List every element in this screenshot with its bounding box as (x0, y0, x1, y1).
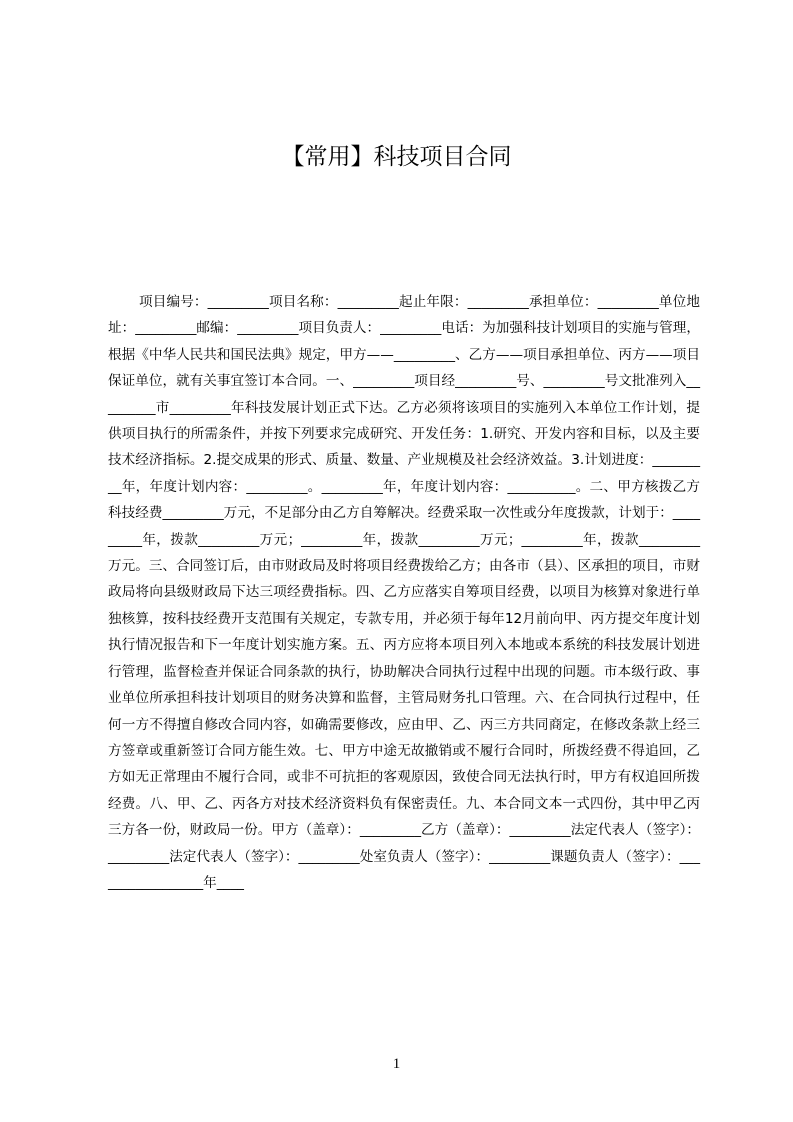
page-number: 1 (392, 1056, 401, 1072)
contract-body-text: 项目编号：_________项目名称：_________起止年限：_________承担单位：_________单位地址：_________邮编：_________项目负责人：_________电话：为加强科技计划项目的实施与管理，根据《中华人民共和国民法典》规定，甲方——_________、乙方——项目承担单位、丙方——项目保证单位，就有关事宜签订本合同。一、_________项目经_________号、_________号文批准列入_________市_________年科技发展计划正式下达。乙方必须将该项目的实施列入本单位工作计划，提供项目执行的所需条件，并按下列要求完成研究、开发任务：1.研究、开发内容和目标，以及主要技术经济指标。2.提交成果的形式、质量、数量、产业规模及社会经济效益。3.计划进度：_________年，年度计划内容：_________。_________年，年度计划内容：__________。二、甲方核拨乙方科技经费_________万元，不足部分由乙方自筹解决。经费采取一次性或分年度拨款，计划于：_________年，拨款_________万元；_________年，拨款_________万元；_________年，拨款_________万元。三、合同签订后，由市财政局及时将项目经费拨给乙方；由各市（县）、区承担的项目，市财政局将向县级财政局下达三项经费指标。四、乙方应落实自筹项目经费，以项目为核算对象进行单独核算，按科技经费开支范围有关规定，专款专用，并必须于每年12月前向甲、丙方提交年度计划执行情况报告和下一年度计划实施方案。五、丙方应将本项目列入本地或本系统的科技发展计划进行管理，监督检查并保证合同条款的执行，协助解决合同执行过程中出现的问题。市本级行政、事业单位所承担科技计划项目的财务决算和监督，主管局财务扎口管理。六、在合同执行过程中，任何一方不得擅自修改合同内容，如确需要修改，应由甲、乙、丙三方共同商定，在修改条款上经三方签章或重新签订合同方能生效。七、甲方中途无故撤销或不履行合同时，所拨经费不得追回，乙方如无正常理由不履行合同，或非不可抗拒的客观原因，致使合同无法执行时，甲方有权追回所拨经费。八、甲、乙、丙各方对技术经济资料负有保密责任。九、本合同文本一式四份，其中甲乙丙三方各一份，财政局一份。甲方（盖章）：_________乙方（盖章）：_________法定代表人（签字）：_________法定代表人（签字）：_________处室负责人（签字）：_________课题负责人（签字）：_________________年____ (108, 294, 700, 891)
document-title: 【常用】科技项目合同 (281, 144, 512, 170)
